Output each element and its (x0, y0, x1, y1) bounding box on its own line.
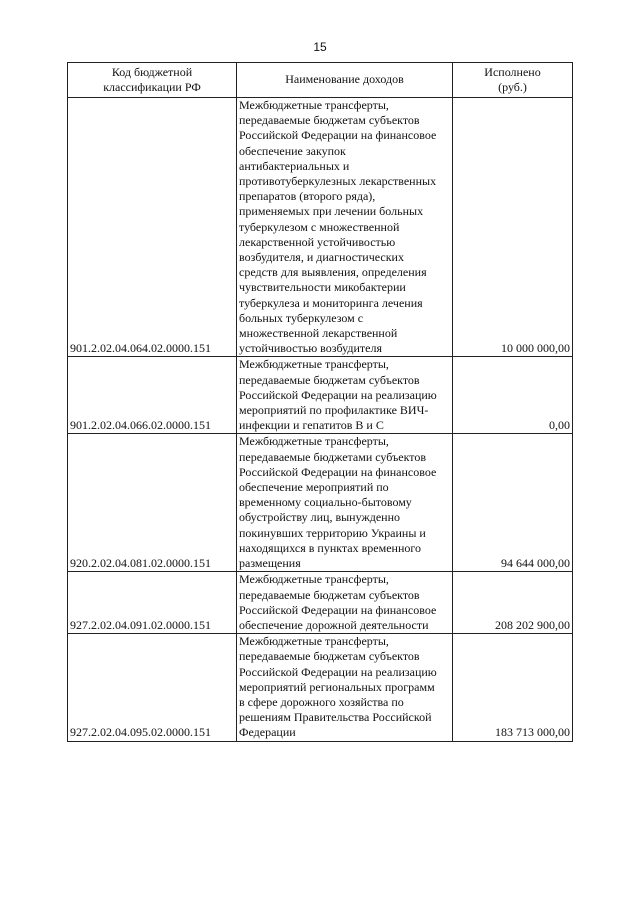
executed-amount-cell: 10 000 000,00 (453, 98, 573, 357)
executed-amount-cell: 94 644 000,00 (453, 434, 573, 572)
revenue-name-line: Российской Федерации на реализацию (239, 664, 437, 679)
revenue-name-line: временному социально-бытовому (239, 495, 412, 510)
revenue-name-line: препаратов (второго ряда), (239, 189, 376, 204)
revenue-name-line: Российской Федерации на финансовое (239, 602, 437, 617)
revenue-name-line: Межбюджетные трансферты, (239, 357, 389, 372)
table-row (68, 434, 573, 572)
revenue-name-cell (237, 434, 453, 572)
budget-code-cell: 927.2.02.04.095.02.0000.151 (68, 634, 237, 741)
budget-code-cell: 920.2.02.04.081.02.0000.151 (68, 434, 237, 572)
revenue-name-line: туберкулезом с множественной (239, 219, 400, 234)
revenue-name-line: обеспечение закупок (239, 143, 346, 158)
table-row (68, 98, 573, 357)
revenue-name-line: лекарственной устойчивостью (239, 234, 396, 249)
table-row (68, 572, 573, 634)
table-body (68, 98, 573, 742)
budget-code-cell: 901.2.02.04.066.02.0000.151 (68, 357, 237, 434)
revenue-name-line: Российской Федерации на финансовое (239, 464, 437, 479)
header-code-line: Код бюджетной (111, 64, 193, 79)
revenue-name-line: покинувших территорию Украины и (239, 525, 426, 540)
revenue-name-line: находящихся в пунктах временного (239, 540, 422, 555)
revenue-name-line: передаваемые бюджетам субъектов (239, 649, 420, 664)
header-name-line: Наименование доходов (285, 72, 404, 87)
revenue-name-line: Межбюджетные трансферты, (239, 634, 389, 649)
revenue-name-line: туберкулеза и мониторинга лечения (239, 295, 423, 310)
revenue-name-line: обеспечение дорожной деятельности (239, 617, 429, 632)
revenue-name-line: средств для выявления, определения (239, 265, 427, 280)
executed-amount-cell: 183 713 000,00 (453, 634, 573, 741)
revenue-name-cell (237, 357, 453, 434)
revenue-name-cell (237, 98, 453, 357)
revenue-name-line: в сфере дорожного хозяйства по (239, 694, 404, 709)
revenue-name-line: чувствительности микобактерии (239, 280, 406, 295)
revenue-name-line: применяемых при лечении больных (239, 204, 424, 219)
header-amount (453, 63, 573, 98)
table-row (68, 634, 573, 741)
revenue-name-line: мероприятий региональных программ (239, 679, 435, 694)
revenue-name-line: обеспечение мероприятий по (239, 480, 389, 495)
revenue-name-line: Межбюджетные трансферты, (239, 98, 389, 112)
revenue-table (67, 62, 573, 742)
table-header (68, 63, 573, 98)
revenue-name-line: множественной лекарственной (239, 326, 398, 341)
revenue-name-line: Российской Федерации на реализацию (239, 387, 437, 402)
page-number: 15 (313, 40, 327, 54)
revenue-name-line: обустройству лиц, вынужденно (239, 510, 401, 525)
revenue-name-cell (237, 572, 453, 634)
table-row (68, 357, 573, 434)
budget-code-cell: 901.2.02.04.064.02.0000.151 (68, 98, 237, 357)
revenue-name-line: антибактериальных и (239, 158, 350, 173)
revenue-name-line: Межбюджетные трансферты, (239, 434, 389, 449)
header-amount-line: (руб.) (498, 80, 527, 94)
executed-amount-cell: 208 202 900,00 (453, 572, 573, 634)
revenue-name-line: передаваемые бюджетам субъектов (239, 587, 420, 602)
revenue-name-line: передаваемые бюджетам субъектов (239, 113, 420, 128)
revenue-name-line: Федерации (239, 725, 296, 740)
header-row (68, 63, 573, 98)
revenue-name-line: решениям Правительства Российской (239, 710, 432, 725)
revenue-name-line: инфекции и гепатитов В и С (239, 418, 384, 433)
revenue-name-line: противотуберкулезных лекарственных (239, 174, 437, 189)
revenue-name-line: мероприятий по профилактике ВИЧ- (239, 403, 429, 418)
revenue-name-line: размещения (239, 556, 301, 571)
revenue-name-cell (237, 634, 453, 741)
revenue-name-line: возбудителя, и диагностических (239, 250, 404, 265)
header-code (68, 63, 237, 98)
budget-code-cell: 927.2.02.04.091.02.0000.151 (68, 572, 237, 634)
revenue-name-line: устойчивостью возбудителя (239, 341, 383, 356)
header-code-line: классификации РФ (103, 80, 201, 94)
executed-amount-cell: 0,00 (453, 357, 573, 434)
revenue-name-line: Межбюджетные трансферты, (239, 572, 389, 587)
header-amount-line: Исполнено (484, 64, 541, 79)
revenue-name-line: передаваемые бюджетами субъектов (239, 449, 427, 464)
revenue-name-line: передаваемые бюджетам субъектов (239, 372, 420, 387)
revenue-name-line: Российской Федерации на финансовое (239, 128, 437, 143)
header-name (237, 63, 453, 98)
revenue-name-line: больных туберкулезом с (239, 310, 364, 325)
